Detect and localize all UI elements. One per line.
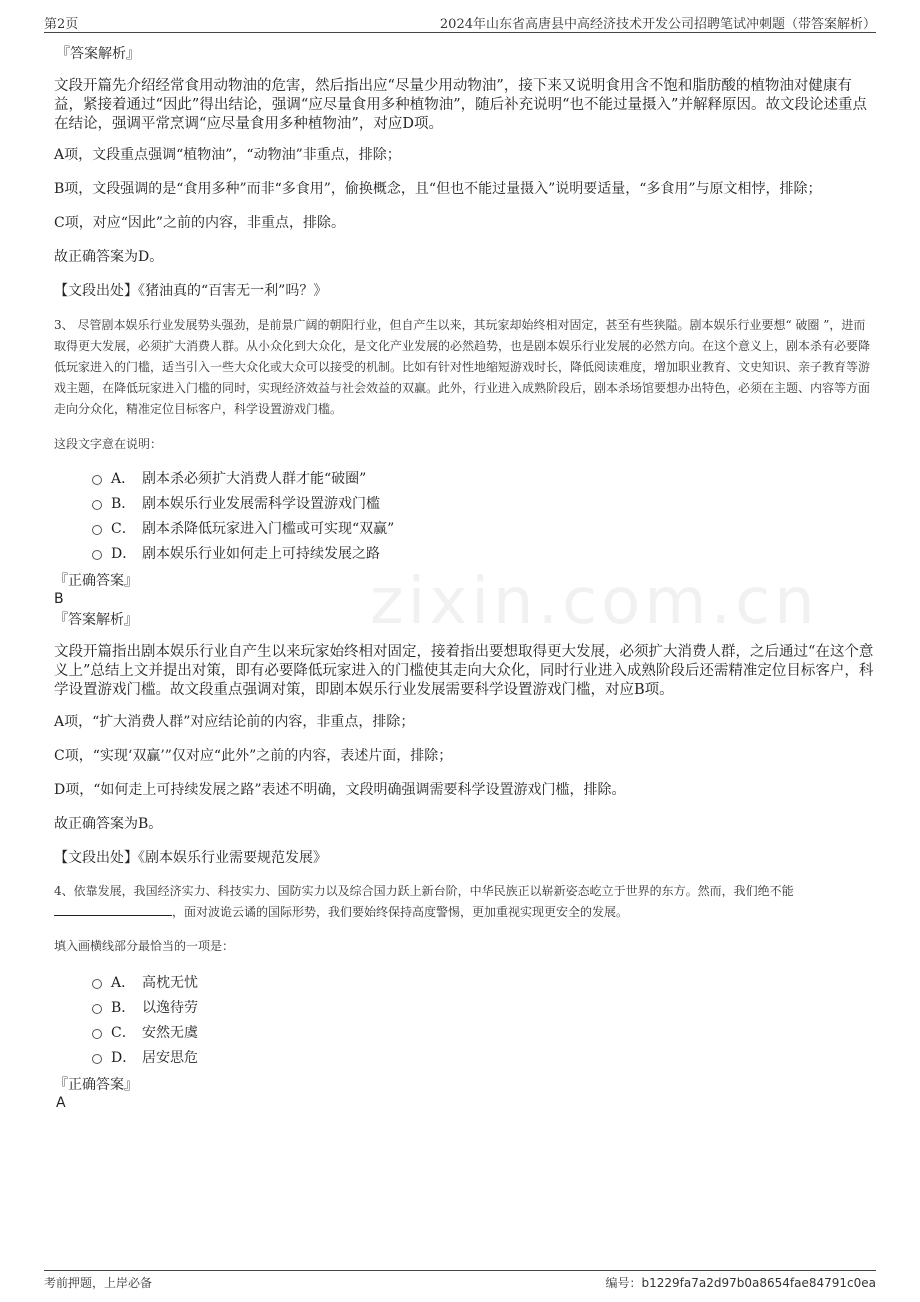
- q3-note-d: D项，“如何走上可持续发展之路”表述不明确，文段明确强调需要科学设置游戏门槛，排除。: [54, 782, 626, 798]
- q3-analysis: 文段开篇指出剧本娱乐行业自产生以来玩家始终相对固定，接着指出要想取得更大发展，必须扩大消费人群，之后通过“在这个意义上”总结上文并提出对策，即有必要降低玩家进入的门槛使其走向大众化，同时行业进入成熟阶段后还需精准定位目标客户，科学设置游戏门槛。故文段重点强调对策，即剧本娱乐行业发展需要科学设置游戏门槛，对应B项。: [54, 644, 874, 698]
- q4-option-c[interactable]: C． 安然无虞: [54, 1021, 874, 1046]
- q2-analysis: 文段开篇先介绍经常食用动物油的危害，然后指出应“尽量少用动物油”，接下来又说明食用含不饱和脂肪酸的植物油对健康有益，紧接着通过“因此”得出结论，强调“应尽量食用多种植物油”，随后补充说明“也不能过量摄入”并解释原因。故文段论述重点在结论，强调平常烹调“应尽量食用多种植物油”，对应D项。: [54, 78, 867, 132]
- q2-analysis-label: 『答案解析』: [56, 46, 140, 62]
- radio-icon[interactable]: [92, 550, 102, 560]
- q3-note-c: C项，“实现‘双赢’”仅对应“此外”之前的内容，表述片面，排除；: [54, 748, 453, 764]
- radio-icon[interactable]: [92, 500, 102, 510]
- q3-option-b[interactable]: B． 剧本娱乐行业发展需科学设置游戏门槛: [54, 492, 874, 517]
- q4-answer: A: [56, 1095, 66, 1111]
- radio-icon[interactable]: [92, 1029, 102, 1039]
- q3-option-a[interactable]: A． 剧本杀必须扩大消费人群才能“破圈”: [54, 467, 874, 492]
- q2-source: 【文段出处】《猪油真的“百害无一利”吗？》: [54, 283, 328, 299]
- q3-conclusion: 故正确答案为B。: [54, 816, 163, 832]
- q3-note-a: A项，“扩大消费人群”对应结论前的内容，非重点，排除；: [54, 714, 415, 730]
- q3-answer: B: [54, 591, 64, 607]
- q3-option-c[interactable]: C． 剧本杀降低玩家进入门槛或可实现“双赢”: [54, 517, 874, 542]
- q2-note-a: A项，文段重点强调“植物油”，“动物油”非重点，排除；: [54, 147, 401, 163]
- q4-options: [54, 971, 874, 1071]
- page-footer: [44, 1270, 876, 1291]
- q4-option-b[interactable]: B． 以逸待劳: [54, 996, 874, 1021]
- q3-option-d[interactable]: D． 剧本娱乐行业如何走上可持续发展之路: [54, 542, 874, 567]
- q3-analysis-label: 『答案解析』: [54, 612, 138, 628]
- document-code: 编号：b1229fa7a2d97b0a8654fae84791c0ea: [605, 1276, 876, 1290]
- q2-conclusion: 故正确答案为D。: [54, 249, 164, 265]
- q3-stem: 3、 尽管剧本娱乐行业发展势头强劲，是前景广阔的朝阳行业，但自产生以来，其玩家却始终相对固定，甚至有些狭隘。剧本娱乐行业要想“ 破圈 ”，进而取得更大发展，必须扩大消费人群。从小众化到大众化，是文化产业发展的必然趋势，也是剧本娱乐行业发展的必然方向。在这个意义上，剧本杀有必要降低玩家进入的门槛，适当引入一些大众化或大众可以接受的机制。比如有针对性地缩短游戏时长，降低阅读难度，增加职业教育、文史知识、亲子教育等游戏主题，在降低玩家进入门槛的同时，实现经济效益与社会效益的双赢。此外，行业进入成熟阶段后，剧本杀场馆要想办出特色，必须在主题、内容等方面走向分众化，精准定位目标客户，科学设置游戏门槛。: [54, 318, 871, 416]
- fill-blank: [54, 903, 172, 916]
- radio-icon[interactable]: [92, 979, 102, 989]
- page-content: [54, 44, 874, 1112]
- q2-note-c: C项，对应“因此”之前的内容，非重点，排除。: [54, 215, 346, 231]
- q4-stem: 4、依靠发展，我国经济实力、科技实力、国防实力以及综合国力跃上新台阶，中华民族正以崭新姿态屹立于世界的东方。然而，我们绝不能，面对波诡云谲的国际形势，我们要始终保持高度警惕，更加重视实现更安全的发展。: [54, 884, 794, 919]
- radio-icon[interactable]: [92, 475, 102, 485]
- q3-answer-label: 『正确答案』: [54, 573, 138, 589]
- radio-icon[interactable]: [92, 1004, 102, 1014]
- page-header: [44, 12, 876, 33]
- q2-note-b: B项，文段强调的是“食用多种”而非“多食用”，偷换概念，且“但也不能过量摄入”说明要适量，“多食用”与原文相悖，排除；: [54, 181, 822, 197]
- document-title: 2024年山东省高唐县中高经济技术开发公司招聘笔试冲刺题（带答案解析）: [439, 17, 876, 32]
- q4-option-a[interactable]: A． 高枕无忧: [54, 971, 874, 996]
- q4-answer-label: 『正确答案』: [54, 1077, 138, 1093]
- radio-icon[interactable]: [92, 525, 102, 535]
- page-number: 第2页: [44, 17, 79, 32]
- radio-icon[interactable]: [92, 1054, 102, 1064]
- watermark: zixin.com.cn: [370, 565, 819, 639]
- q3-options: [54, 467, 874, 567]
- q4-option-d[interactable]: D． 居安思危: [54, 1046, 874, 1071]
- q3-question: 这段文字意在说明：: [54, 437, 163, 451]
- q4-question: 填入画横线部分最恰当的一项是：: [54, 939, 235, 953]
- footer-slogan: 考前押题，上岸必备: [44, 1276, 153, 1290]
- q3-source: 【文段出处】《剧本娱乐行业需要规范发展》: [54, 850, 327, 866]
